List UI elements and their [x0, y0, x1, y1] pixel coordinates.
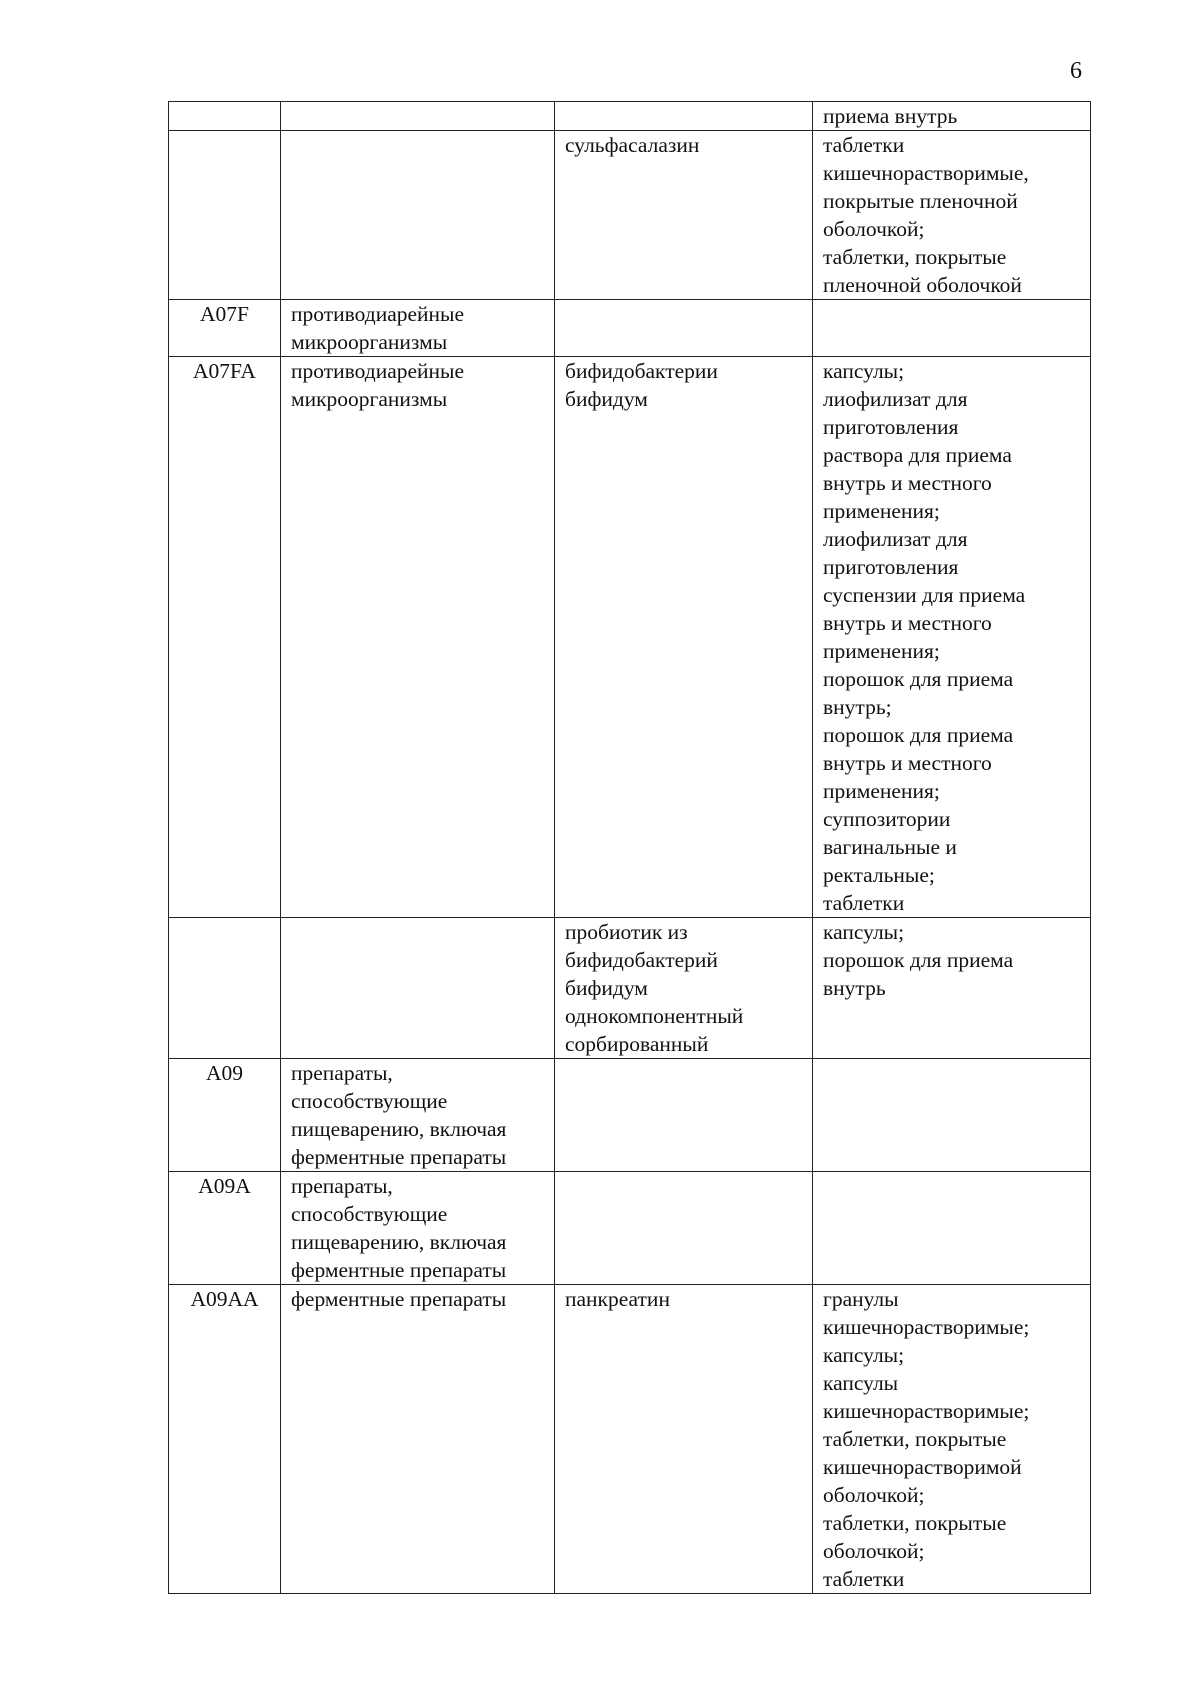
group-cell — [281, 102, 555, 131]
cell-line: лиофилизат для — [823, 527, 968, 551]
atc-code-cell: A09 — [169, 1059, 281, 1172]
dosage-forms-cell — [813, 1285, 1091, 1594]
atc-code-cell: A07F — [169, 300, 281, 357]
drug-cell — [555, 357, 813, 918]
group-cell — [281, 1172, 555, 1285]
cell-line: сорбированный — [565, 1032, 709, 1056]
cell-line: таблетки — [823, 1567, 905, 1591]
group-cell — [281, 300, 555, 357]
atc-code-cell: A07FA — [169, 357, 281, 918]
cell-line: внутрь и местного — [823, 611, 992, 635]
cell-line: вагинальные и — [823, 835, 957, 859]
group-cell — [281, 1285, 555, 1594]
cell-line: гранулы — [823, 1287, 899, 1311]
dosage-forms-cell — [813, 1172, 1091, 1285]
cell-line: пробиотик из — [565, 920, 688, 944]
cell-line: таблетки, покрытые — [823, 245, 1007, 269]
cell-line: лиофилизат для — [823, 387, 968, 411]
cell-line: бифидум — [565, 387, 648, 411]
cell-line: капсулы; — [823, 1343, 905, 1367]
dosage-forms-cell — [813, 1059, 1091, 1172]
cell-line: таблетки, покрытые — [823, 1511, 1007, 1535]
cell-line: пищеварению, включая — [291, 1230, 507, 1254]
cell-line: применения; — [823, 779, 940, 803]
dosage-forms-cell — [813, 918, 1091, 1059]
dosage-forms-cell — [813, 300, 1091, 357]
cell-line: внутрь и местного — [823, 751, 992, 775]
group-cell — [281, 1059, 555, 1172]
dosage-forms-cell — [813, 357, 1091, 918]
atc-code-cell: A09AA — [169, 1285, 281, 1594]
cell-line: порошок для приема — [823, 667, 1014, 691]
atc-code-cell — [169, 918, 281, 1059]
cell-line: бифидобактерий — [565, 948, 718, 972]
table-row — [169, 918, 1091, 1059]
cell-line: капсулы; — [823, 920, 905, 944]
table-body — [169, 102, 1091, 1594]
cell-line: порошок для приема — [823, 948, 1014, 972]
group-cell — [281, 918, 555, 1059]
cell-line: препараты, — [291, 1174, 393, 1198]
cell-line: раствора для приема — [823, 443, 1012, 467]
table-row — [169, 102, 1091, 131]
cell-line: пищеварению, включая — [291, 1117, 507, 1141]
cell-line: внутрь и местного — [823, 471, 992, 495]
cell-line: кишечнорастворимой — [823, 1455, 1022, 1479]
table-row — [169, 1285, 1091, 1594]
cell-line: применения; — [823, 499, 940, 523]
cell-line: приема внутрь — [823, 104, 958, 128]
cell-line: способствующие — [291, 1202, 448, 1226]
cell-line: оболочкой; — [823, 1483, 925, 1507]
drug-cell — [555, 1172, 813, 1285]
cell-line: таблетки — [823, 133, 905, 157]
drug-table — [168, 101, 1091, 1594]
drug-cell — [555, 1285, 813, 1594]
cell-line: приготовления — [823, 415, 959, 439]
cell-line: внутрь — [823, 976, 886, 1000]
drug-cell — [555, 1059, 813, 1172]
cell-line: однокомпонентный — [565, 1004, 744, 1028]
table-row — [169, 357, 1091, 918]
cell-line: противодиарейные — [291, 359, 465, 383]
drug-cell — [555, 300, 813, 357]
table-row — [169, 1059, 1091, 1172]
cell-line: капсулы — [823, 1371, 899, 1395]
cell-line: приготовления — [823, 555, 959, 579]
table-row — [169, 1172, 1091, 1285]
cell-line: способствующие — [291, 1089, 448, 1113]
cell-line: микроорганизмы — [291, 330, 448, 354]
cell-line: ферментные препараты — [291, 1145, 507, 1169]
cell-line: бифидум — [565, 976, 648, 1000]
cell-line: панкреатин — [565, 1287, 670, 1311]
cell-line: ректальные; — [823, 863, 935, 887]
cell-line: микроорганизмы — [291, 387, 448, 411]
drug-cell — [555, 102, 813, 131]
cell-line: таблетки — [823, 891, 905, 915]
cell-line: ферментные препараты — [291, 1287, 507, 1311]
page-number: 6 — [1070, 58, 1082, 84]
cell-line: противодиарейные — [291, 302, 465, 326]
cell-line: суспензии для приема — [823, 583, 1026, 607]
cell-line: бифидобактерии — [565, 359, 718, 383]
cell-line: кишечнорастворимые; — [823, 1399, 1030, 1423]
cell-line: капсулы; — [823, 359, 905, 383]
cell-line: таблетки, покрытые — [823, 1427, 1007, 1451]
cell-line: покрытые пленочной — [823, 189, 1018, 213]
cell-line: внутрь; — [823, 695, 892, 719]
group-cell — [281, 131, 555, 300]
drug-cell — [555, 131, 813, 300]
cell-line: препараты, — [291, 1061, 393, 1085]
dosage-forms-cell — [813, 102, 1091, 131]
cell-line: оболочкой; — [823, 217, 925, 241]
cell-line: ферментные препараты — [291, 1258, 507, 1282]
drug-cell — [555, 918, 813, 1059]
group-cell — [281, 357, 555, 918]
cell-line: пленочной оболочкой — [823, 273, 1022, 297]
cell-line: суппозитории — [823, 807, 951, 831]
dosage-forms-cell — [813, 131, 1091, 300]
atc-code-cell — [169, 131, 281, 300]
cell-line: кишечнорастворимые; — [823, 1315, 1030, 1339]
cell-line: порошок для приема — [823, 723, 1014, 747]
atc-code-cell — [169, 102, 281, 131]
atc-code-cell: A09A — [169, 1172, 281, 1285]
cell-line: кишечнорастворимые, — [823, 161, 1029, 185]
table-row — [169, 300, 1091, 357]
cell-line: применения; — [823, 639, 940, 663]
table-row — [169, 131, 1091, 300]
cell-line: сульфасалазин — [565, 133, 700, 157]
cell-line: оболочкой; — [823, 1539, 925, 1563]
